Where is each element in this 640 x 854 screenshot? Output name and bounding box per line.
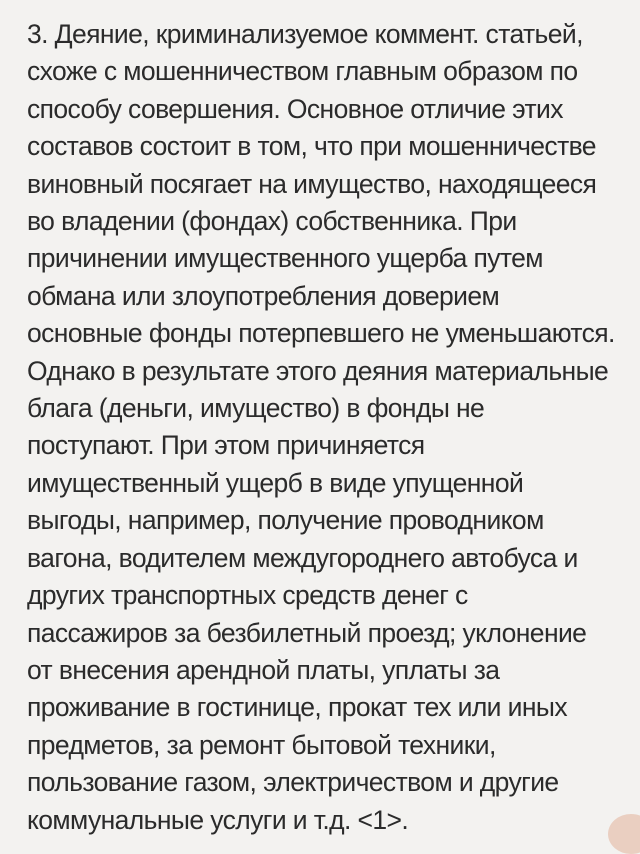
- paragraph-line: виновный посягает на имущество, находящееся: [27, 168, 597, 199]
- paragraph-line: Однако в результате этого деяния материальные: [27, 355, 609, 386]
- paragraph-line: способу совершения. Основное отличие этих: [27, 93, 563, 124]
- paragraph-line: составов состоит в том, что при мошенничестве: [27, 131, 596, 162]
- paragraph-line: поступают. При этом причиняется: [27, 430, 425, 461]
- paragraph-line: 3. Деяние, криминализуемое коммент. статьей,: [27, 19, 583, 49]
- paragraph-line: причинении имущественного ущерба путем: [27, 243, 543, 274]
- paragraph-line: вагона, водителем междугороднего автобуса и: [27, 542, 578, 573]
- paragraph-line: обмана или злоупотребления доверием: [27, 280, 500, 311]
- paragraph-line: основные фонды потерпевшего не уменьшаются.: [27, 318, 615, 349]
- paragraph-line: имущественный ущерб в виде упущенной: [27, 467, 524, 498]
- paragraph-line: коммунальные услуги и т.д. <1>.: [27, 804, 409, 835]
- paragraph-line: проживание в гостинице, прокат тех или иных: [27, 692, 567, 723]
- paragraph-line: блага (деньги, имущество) в фонды не: [27, 393, 485, 424]
- article-paragraph: [27, 16, 627, 839]
- paragraph-line: предметов, за ремонт бытовой техники,: [27, 729, 496, 760]
- paragraph-line: от внесения арендной платы, уплаты за: [27, 654, 500, 685]
- corner-accent-shape: [608, 814, 640, 854]
- paragraph-line: во владении (фондах) собственника. При: [27, 206, 517, 237]
- paragraph-line: схоже с мошенничеством главным образом по: [27, 56, 578, 87]
- paragraph-line: пассажиров за безбилетный проезд; уклонение: [27, 617, 587, 648]
- paragraph-line: пользование газом, электричеством и другие: [27, 767, 559, 798]
- paragraph-line: выгоды, например, получение проводником: [27, 505, 544, 536]
- paragraph-line: других транспортных средств денег с: [27, 580, 468, 611]
